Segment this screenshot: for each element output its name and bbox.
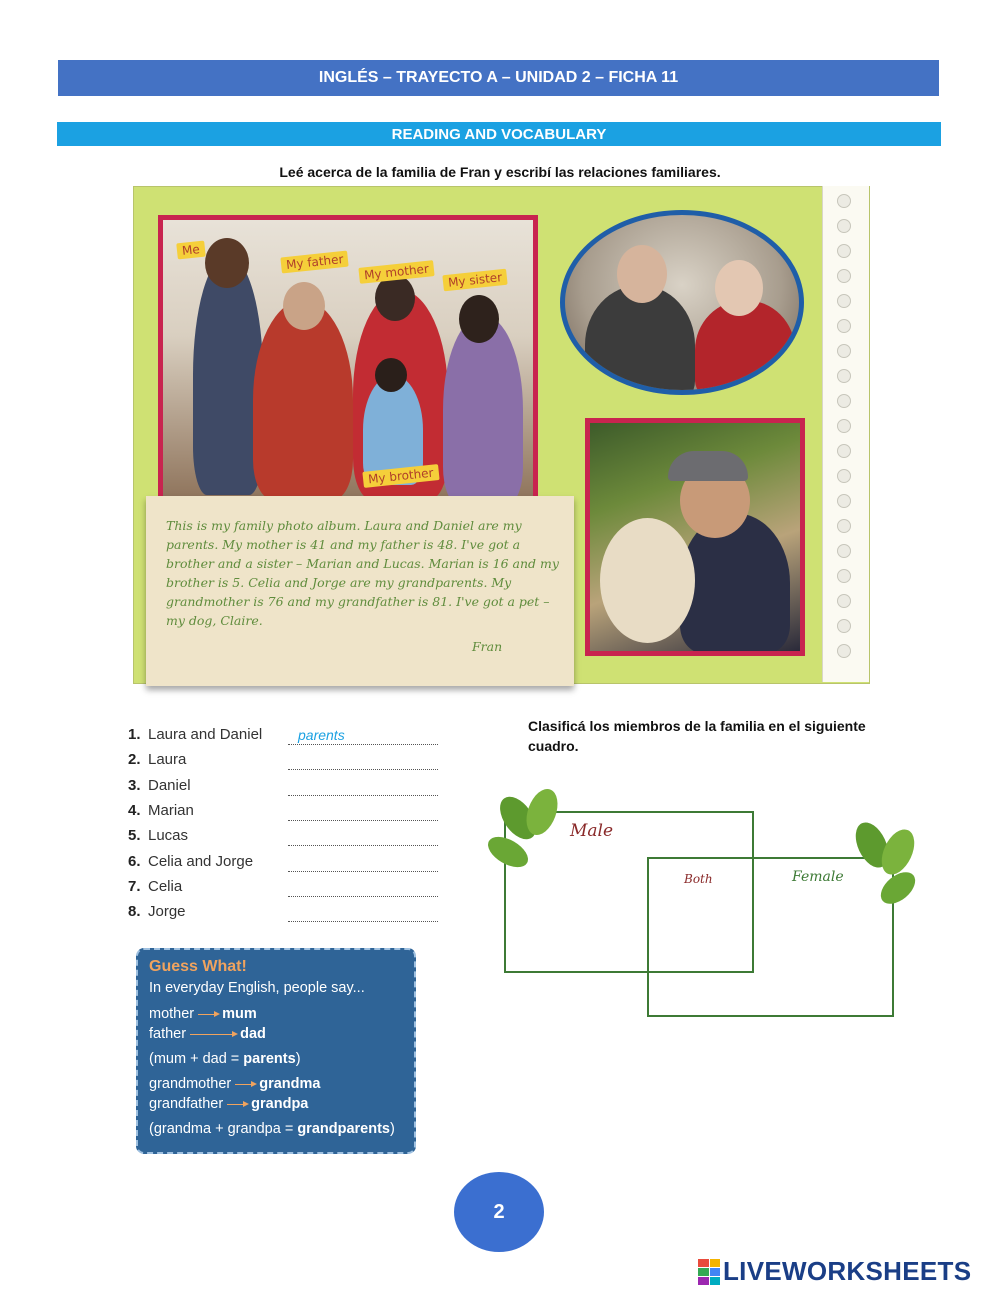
liveworksheets-logo <box>698 1256 971 1287</box>
logo-icon <box>698 1259 720 1285</box>
close-paren: ) <box>390 1121 395 1137</box>
answer-field[interactable] <box>288 907 438 922</box>
arrow-icon <box>190 1034 236 1035</box>
guess-row <box>149 1076 320 1092</box>
answer-field[interactable] <box>288 781 438 796</box>
tag-me: Me <box>176 241 205 260</box>
answer-field[interactable] <box>288 882 438 897</box>
venn-diagram <box>480 780 930 1030</box>
answer-field[interactable] <box>288 857 438 872</box>
item-number: 3. <box>128 776 141 794</box>
item-label: Marian <box>148 802 194 820</box>
worksheet-banner: INGLÉS – TRAYECTO A – UNIDAD 2 – FICHA 11 <box>58 60 939 96</box>
boy-and-dog-photo <box>585 418 805 656</box>
female-label: Female <box>792 869 844 885</box>
item-number: 2. <box>128 751 141 769</box>
list-item <box>128 874 438 899</box>
grandparents-formula: (grandma + grandpa = <box>149 1121 298 1137</box>
word-grandparents: grandparents <box>297 1121 390 1137</box>
arrow-icon <box>227 1104 247 1105</box>
list-item <box>128 773 438 798</box>
tag-sister: My sister <box>442 269 507 292</box>
album-binding-strip <box>822 186 869 682</box>
list-item <box>128 798 438 823</box>
guess-row <box>149 1006 257 1022</box>
page-number: 2 <box>454 1172 544 1252</box>
item-number: 5. <box>128 827 141 845</box>
family-photo <box>158 215 538 515</box>
word-grandmother: grandmother <box>149 1076 232 1092</box>
guess-title: Guess What! <box>149 958 247 975</box>
classify-instruction: Clasificá los miembros de la familia en el siguiente cuadro. <box>528 718 866 754</box>
male-box[interactable] <box>505 812 753 972</box>
item-number: 8. <box>128 903 141 921</box>
list-item <box>128 848 438 873</box>
fran-note <box>146 496 574 686</box>
both-label: Both <box>684 872 713 886</box>
arrow-icon <box>235 1084 255 1085</box>
answer-field[interactable] <box>288 831 438 846</box>
close-paren: ) <box>295 1051 301 1067</box>
list-item <box>128 899 438 924</box>
leaf-icon <box>849 817 921 910</box>
male-label: Male <box>570 821 614 841</box>
leaf-icon <box>483 785 563 874</box>
tag-father: My father <box>280 251 349 274</box>
item-label: Daniel <box>148 776 191 794</box>
guess-row <box>149 1121 395 1137</box>
reading-instruction: Leé acerca de la familia de Fran y escribí las relaciones familiares. <box>279 164 721 180</box>
item-label: Jorge <box>148 903 186 921</box>
word-mother: mother <box>149 1006 195 1022</box>
item-number: 7. <box>128 877 141 895</box>
guess-intro: In everyday English, people say... <box>149 980 365 996</box>
relationship-list <box>128 722 438 924</box>
note-text: This is my family photo album. Laura and Daniel are my parents. My mother is 41 and my father is 48. I've got a brother and a sister – Marian and Lucas. Marian is 16 and my brother is 5. Celia and Jorge are my grandparents. My grandmother is 76 and my grandfather is 81. I've got a pet – my dog, Claire. <box>166 518 559 628</box>
item-number: 6. <box>128 852 141 870</box>
guess-what-box <box>136 948 416 1154</box>
guess-row <box>149 1051 301 1067</box>
grandparents-photo <box>560 210 804 395</box>
item-number: 1. <box>128 726 141 744</box>
list-item <box>128 747 438 772</box>
arrow-icon <box>198 1014 218 1015</box>
answer-field[interactable] <box>288 806 438 821</box>
answer-field[interactable]: parents <box>288 730 438 745</box>
word-grandfather: grandfather <box>149 1096 224 1112</box>
list-item <box>128 823 438 848</box>
tag-brother: My brother <box>362 464 439 488</box>
guess-row <box>149 1026 266 1042</box>
item-number: 4. <box>128 802 141 820</box>
section-title: READING AND VOCABULARY <box>57 122 941 146</box>
word-parents: parents <box>243 1051 296 1067</box>
logo-text: LIVEWORKSHEETS <box>723 1256 972 1286</box>
item-label: Lucas <box>148 827 189 845</box>
guess-row <box>149 1096 308 1112</box>
word-grandpa: grandpa <box>251 1096 309 1112</box>
item-label: Laura <box>148 751 187 769</box>
parents-formula: (mum + dad = <box>149 1051 244 1067</box>
word-father: father <box>149 1026 187 1042</box>
item-label: Laura and Daniel <box>148 726 263 744</box>
word-mum: mum <box>222 1006 257 1022</box>
item-label: Celia <box>148 877 183 895</box>
note-signature: Fran <box>472 639 503 654</box>
tag-mother: My mother <box>358 260 434 284</box>
word-dad: dad <box>240 1026 266 1042</box>
answer-field[interactable] <box>288 755 438 770</box>
list-item <box>128 722 438 747</box>
item-label: Celia and Jorge <box>148 852 254 870</box>
word-grandma: grandma <box>259 1076 321 1092</box>
